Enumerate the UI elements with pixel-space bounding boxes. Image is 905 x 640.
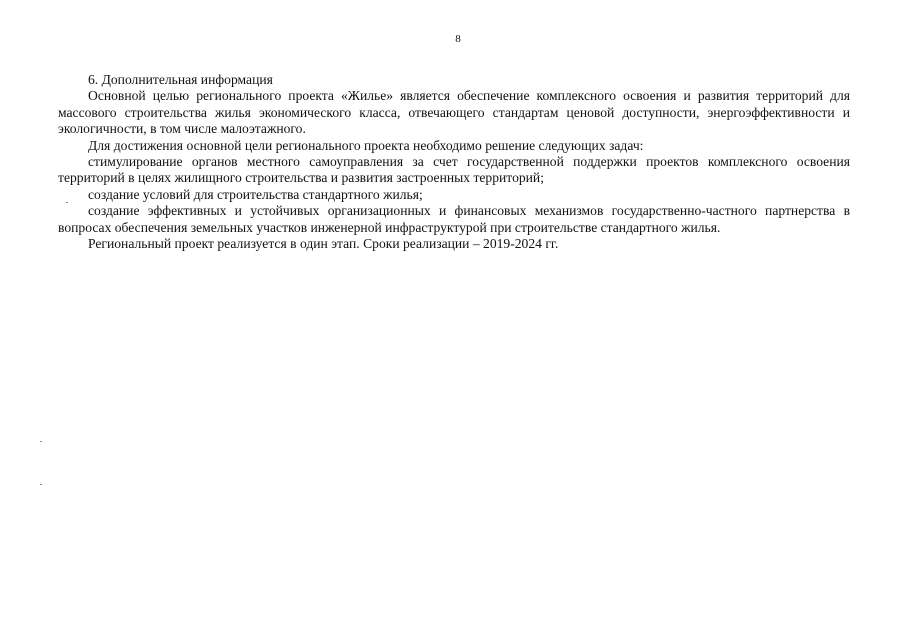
paragraph-task-3: создание эффективных и устойчивых организационных и финансовых механизмов государственно-частного партнерства в вопросах обеспечения земельных участков инженерной инфраструктурой при строительстве стандартного жилья. xyxy=(58,203,850,235)
paragraph-task-1: стимулирование органов местного самоуправления за счет государственной поддержки проектов комплексного освоения территорий в целях жилищного строительства и развития застроенных территорий; xyxy=(58,154,850,186)
paragraph-task-2: создание условий для строительства стандартного жилья; xyxy=(88,186,423,202)
paragraph-main-goal: Основной целью регионального проекта «Жилье» является обеспечение комплексного освоения и развития территорий для массового строительства жилья экономического класса, отвечающего стандартам ценовой доступности, энергоэффективности и экологичности, в том числе малоэтажного. xyxy=(58,88,850,137)
scan-speck xyxy=(66,202,68,203)
paragraph-implementation-period: Региональный проект реализуется в один этап. Сроки реализации – 2019-2024 гг. xyxy=(88,236,559,252)
section-heading: 6. Дополнительная информация xyxy=(88,72,273,87)
scan-speck xyxy=(40,441,42,442)
paragraph-tasks-intro: Для достижения основной цели регионального проекта необходимо решение следующих задач: xyxy=(88,137,644,153)
document-body xyxy=(58,72,850,252)
scan-speck xyxy=(40,484,42,485)
page-number: 8 xyxy=(455,33,461,45)
